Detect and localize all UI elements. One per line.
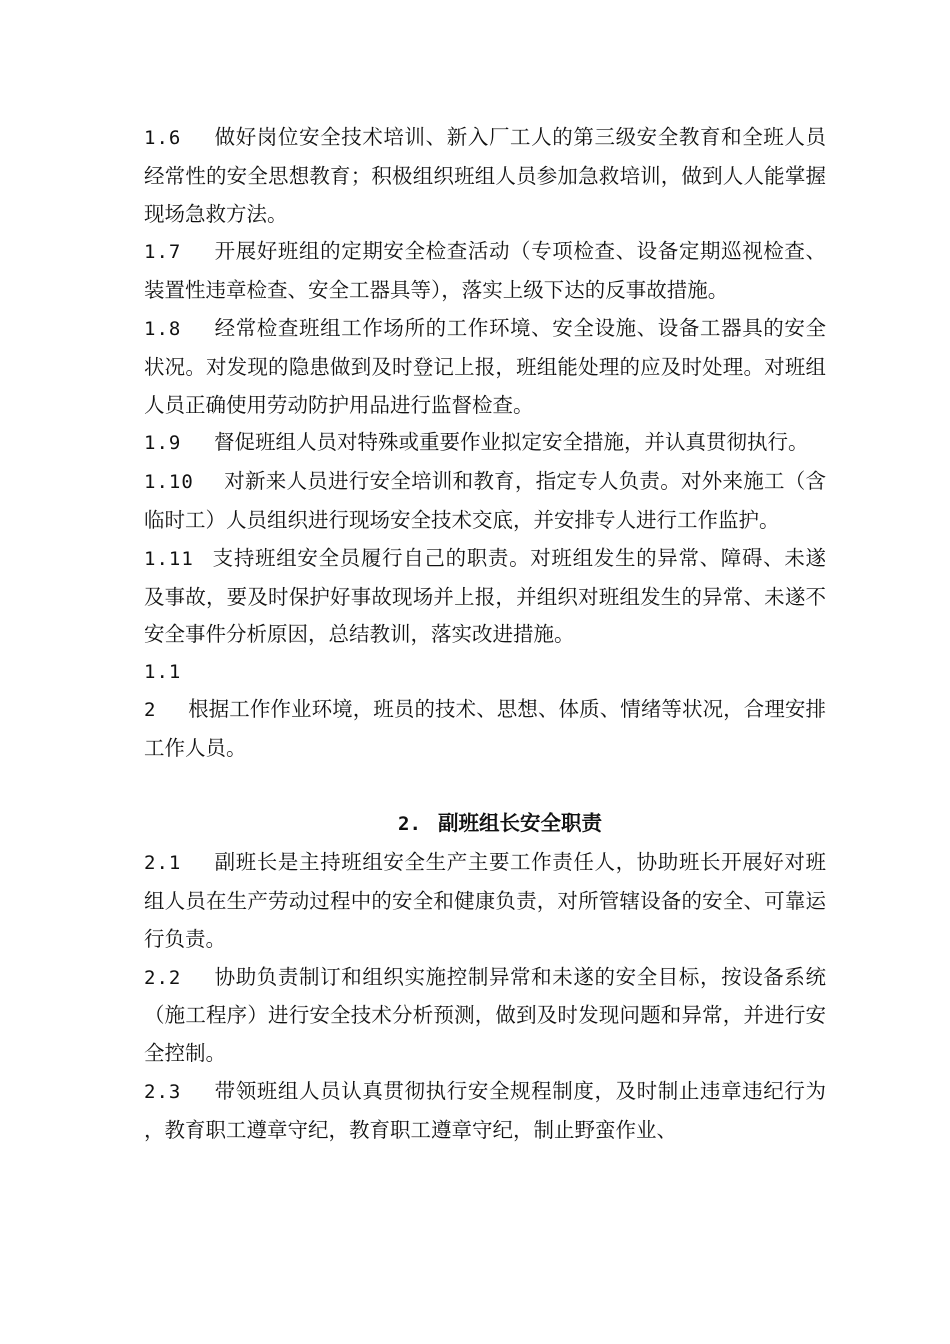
paragraph-2-1 [144, 844, 826, 958]
item-number: 1.10 [144, 471, 194, 494]
paragraph-1-12 [144, 654, 826, 767]
section-number: 2. [398, 813, 421, 836]
item-number: 2.3 [144, 1080, 182, 1103]
paragraph-1-9 [144, 424, 826, 463]
section-title: 副班组长安全职责 [438, 811, 602, 836]
paragraph-2-3 [144, 1073, 826, 1150]
paragraph-1-6 [144, 119, 826, 233]
item-text: 副班长是主持班组安全生产主要工作责任人，协助班长开展好对班组人员在生产劳动过程中的安全和健康负责，对所管辖设备的安全、可靠运行负责。 [144, 850, 826, 951]
item-number: 1.8 [144, 317, 182, 340]
item-number: 1.12 [144, 661, 182, 721]
paragraph-1-11 [144, 540, 826, 654]
section-spacer [144, 768, 826, 806]
item-text: 协助负责制订和组织实施控制异常和未遂的安全目标，按设备系统（施工程序）进行安全技术分析预测，做到及时发现问题和异常，并进行安全控制。 [144, 964, 826, 1066]
item-number: 1.6 [144, 127, 182, 149]
item-number: 1.11 [144, 547, 194, 570]
item-text: 根据工作作业环境，班员的技术、思想、体质、情绪等状况，合理安排工作人员。 [144, 696, 826, 760]
item-text: 督促班组人员对特殊或重要作业拟定安全措施，并认真贯彻执行。 [214, 430, 809, 455]
item-text: 支持班组安全员履行自己的职责。对班组发生的异常、障碍、未遂及事故，要及时保护好事故现场并上报，并组织对班组发生的异常、未遂不安全事件分析原因，总结教训，落实改进措施。 [144, 545, 826, 647]
item-number: 1.9 [144, 432, 182, 455]
paragraph-1-7 [144, 233, 826, 310]
item-text: 做好岗位安全技术培训、新入厂工人的第三级安全教育和全班人员经常性的安全思想教育；积极组织班组人员参加急救培训，做到人人能掌握现场急救方法。 [144, 125, 826, 226]
paragraph-2-2 [144, 959, 826, 1073]
item-number: 2.1 [144, 852, 182, 875]
document-body [144, 119, 826, 1150]
item-number: 1.7 [144, 241, 182, 264]
item-text: 对新来人员进行安全培训和教育，指定专人负责。对外来施工（含临时工）人员组织进行现场安全技术交底，并安排专人进行工作监护。 [144, 469, 826, 532]
item-text: 经常检查班组工作场所的工作环境、安全设施、设备工器具的安全状况。对发现的隐患做到及时登记上报，班组能处理的应及时处理。对班组人员正确使用劳动防护用品进行监督检查。 [144, 315, 826, 417]
section-heading [144, 805, 826, 844]
paragraph-1-8 [144, 310, 826, 424]
item-text: 带领班组人员认真贯彻执行安全规程制度，及时制止违章违纪行为，教育职工遵章守纪，教育职工遵章守纪，制止野蛮作业、 [144, 1078, 826, 1142]
item-text: 开展好班组的定期安全检查活动（专项检查、设备定期巡视检查、装置性违章检查、安全工器具等），落实上级下达的反事故措施。 [144, 239, 826, 303]
item-number: 2.2 [144, 966, 182, 989]
paragraph-1-10 [144, 463, 826, 540]
